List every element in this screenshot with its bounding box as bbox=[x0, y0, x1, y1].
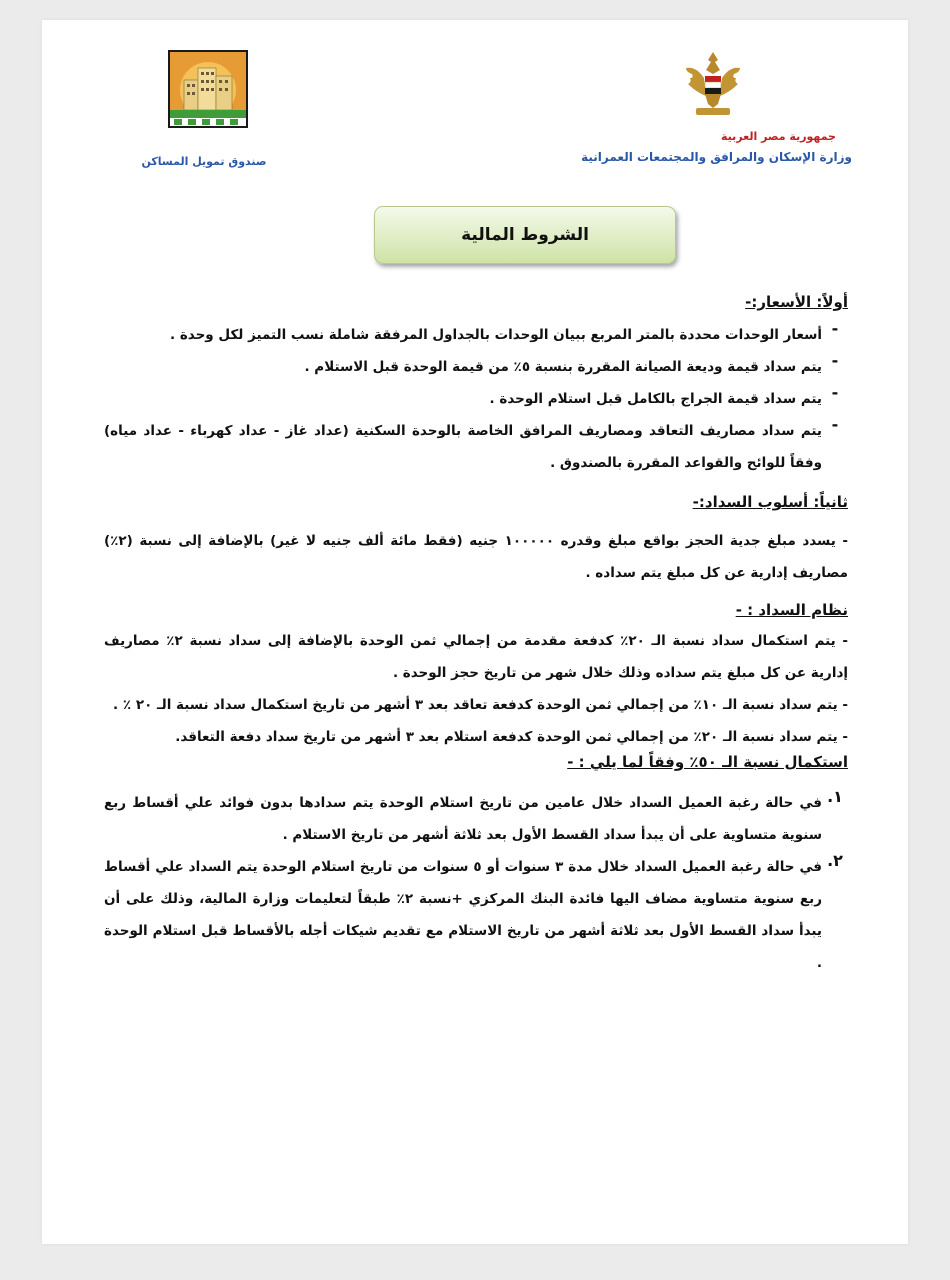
list-item: - يتم سداد قيمة وديعة الصيانة المقررة بنسبة ٥٪ من قيمة الوحدة قبل الاستلام . bbox=[304, 351, 839, 375]
ministry-name: وزارة الإسكان والمرافق والمجتمعات العمرانية bbox=[581, 150, 852, 164]
list-item: ٢. في حالة رغبة العميل السداد خلال مدة ٣ سنوات أو ٥ سنوات من تاريخ استلام الوحدة يتم السداد علي أقساط ربع سنوية متساوية مضاف اليها فائدة البنك المركزي +نسبة ٢٪ طبقاً لتعليمات وزارة المالية، وذلك على أن يبدأ سداد القسط الأول بعد ثلاثة أشهر من تاريخ الاستلام مع تقديم شيكات أجله بالأقساط قبل استلام الوحدة . bbox=[104, 851, 843, 971]
section3-heading: نظام السداد : - bbox=[735, 601, 848, 619]
list-item: - يتم سداد نسبة الـ ١٠٪ من إجمالي ثمن الوحدة كدفعة تعاقد بعد ٣ أشهر من تاريخ استكمال سداد نسبة الـ ٢٠ ٪ . bbox=[113, 697, 848, 713]
list-item: - يتم سداد مصاريف التعاقد ومصاريف المرافق الخاصة بالوحدة السكنية (عداد غاز - عداد كهرباء - عداد مياه) وفقاً للوائح والقواعد المقررة بالصندوق . bbox=[104, 415, 839, 471]
section2-heading: ثانياً: أسلوب السداد:- bbox=[692, 493, 848, 511]
list-item: - يتم استكمال سداد نسبة الـ ٢٠٪ كدفعة مقدمة من إجمالي ثمن الوحدة بالإضافة إلى سداد نسبة ٢٪ مصاريف إدارية عن كل مبلغ يتم سداده وذلك خلال شهر من تاريخ حجز الوحدة . bbox=[104, 633, 849, 681]
list-item: - أسعار الوحدات محددة بالمتر المربع ببيان الوحدات بالجداول المرفقة شاملة نسب التميز لكل وحدة . bbox=[169, 319, 839, 343]
section1-heading: أولاً: الأسعار:- bbox=[745, 293, 848, 311]
list-item: - يتم سداد نسبة الـ ٢٠٪ من إجمالي ثمن الوحدة كدفعة استلام بعد ٣ أشهر من تاريخ سداد دفعة التعاقد. bbox=[175, 729, 848, 745]
housing-fund-logo-icon bbox=[168, 50, 248, 128]
fund-name: صندوق تمويل المساكن bbox=[141, 155, 267, 168]
republic-name: جمهورية مصر العربية bbox=[721, 130, 836, 143]
section4-heading: استكمال نسبة الـ ٥٠٪ وفقاً لما يلي : - bbox=[567, 753, 848, 771]
egypt-eagle-emblem-icon bbox=[682, 48, 744, 120]
list-item: - يتم سداد قيمة الجراج بالكامل قبل استلام الوحدة . bbox=[489, 383, 839, 407]
document-body bbox=[104, 285, 848, 979]
page-title: الشروط المالية bbox=[374, 206, 676, 264]
section2-text: - يسدد مبلغ جدية الحجز بواقع مبلغ وقدره ١٠٠٠٠٠ جنيه (فقط مائة ألف جنيه لا غير) بالإضافة إلى نسبة (٢٪) مصاريف إدارية عن كل مبلغ يتم سداده . bbox=[104, 533, 848, 581]
list-item: ١. في حالة رغبة العميل السداد خلال عامين من تاريخ استلام الوحدة يتم سدادها بدون فوائد علي أقساط ربع سنوية متساوية على أن يبدأ سداد القسط الأول بعد ثلاثة أشهر من تاريخ الاستلام . bbox=[104, 787, 843, 843]
document-page bbox=[42, 20, 908, 1244]
